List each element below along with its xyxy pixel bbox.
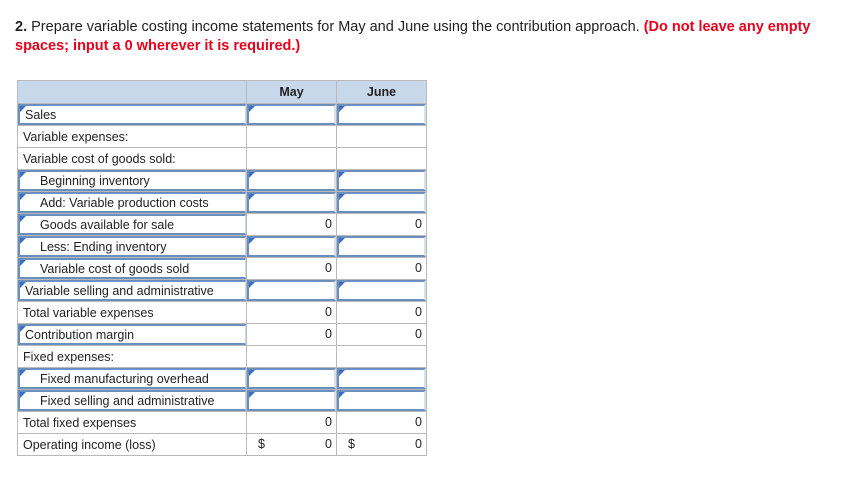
value-input-june[interactable] [337,170,426,191]
value-cell-may [247,148,337,170]
value-cell-may [247,126,337,148]
value-cell-may[interactable] [247,280,337,302]
table-row [18,236,427,258]
row-label-dropdown[interactable]: Sales [18,104,246,125]
value-cell-june [337,302,427,324]
value-display-june [337,302,426,323]
question-instructions [15,18,835,56]
row-label-cell[interactable] [18,368,247,390]
income-statement-table [17,80,427,456]
value-cell-may [247,214,337,236]
row-label-dropdown[interactable]: Fixed selling and administrative [18,390,246,411]
table-row [18,412,427,434]
value-text: 0 [325,327,332,341]
value-cell-may[interactable] [247,192,337,214]
value-display-may [247,148,336,169]
value-input-june[interactable] [337,192,426,213]
value-cell-june [337,346,427,368]
header-june: June [337,81,427,104]
value-cell-may[interactable] [247,368,337,390]
value-text: 0 [415,437,422,451]
value-text: 0 [415,305,422,319]
value-display-may [247,302,336,323]
value-input-june[interactable] [337,236,426,257]
value-display-may [247,434,336,455]
row-label: Operating income (loss) [23,437,156,452]
row-label-cell [18,412,247,434]
value-cell-june [337,214,427,236]
table-row [18,346,427,368]
value-cell-may[interactable] [247,236,337,258]
value-input-may[interactable] [247,390,336,411]
value-display-june [337,126,426,147]
header-may: May [247,81,337,104]
row-label-dropdown[interactable]: Less: Ending inventory [18,236,246,257]
value-display-june [337,324,426,345]
row-label: Variable cost of goods sold: [23,151,176,166]
value-display-may [247,126,336,147]
value-cell-june [337,434,427,456]
row-label-cell[interactable] [18,390,247,412]
value-cell-may [247,302,337,324]
value-cell-june [337,324,427,346]
value-text: 0 [415,327,422,341]
row-label-dropdown[interactable]: Goods available for sale [18,214,246,235]
table-row [18,170,427,192]
value-input-june[interactable] [337,280,426,301]
row-label-cell[interactable] [18,170,247,192]
row-label-cell[interactable] [18,104,247,126]
header-blank [18,81,247,104]
table-row [18,258,427,280]
table-row [18,434,427,456]
value-display-june [337,412,426,433]
table-row [18,280,427,302]
value-display-june [337,258,426,279]
value-cell-june [337,126,427,148]
row-label-cell [18,434,247,456]
row-label: Total variable expenses [23,305,154,320]
table-row [18,104,427,126]
table-row [18,192,427,214]
question-number: 2. [15,19,28,35]
value-display-may [247,258,336,279]
value-cell-may [247,324,337,346]
value-cell-june[interactable] [337,368,427,390]
value-cell-june[interactable] [337,236,427,258]
value-cell-may [247,412,337,434]
value-cell-june[interactable] [337,390,427,412]
value-text: 0 [415,217,422,231]
row-label-cell [18,148,247,170]
value-cell-june [337,148,427,170]
value-input-may[interactable] [247,280,336,301]
value-cell-june[interactable] [337,280,427,302]
value-cell-may [247,258,337,280]
value-cell-june[interactable] [337,192,427,214]
row-label-cell[interactable] [18,192,247,214]
value-cell-june[interactable] [337,104,427,126]
row-label-dropdown[interactable]: Variable selling and administrative [18,280,246,301]
value-text: 0 [325,261,332,275]
value-cell-may[interactable] [247,390,337,412]
table-row [18,368,427,390]
value-display-june [337,434,426,455]
row-label-cell [18,346,247,368]
value-display-june [337,214,426,235]
row-label-cell[interactable] [18,324,247,346]
value-input-may[interactable] [247,368,336,389]
value-cell-may [247,346,337,368]
value-display-may [247,346,336,367]
value-cell-may[interactable] [247,170,337,192]
value-input-june[interactable] [337,368,426,389]
value-input-june[interactable] [337,390,426,411]
table-row [18,302,427,324]
value-cell-june [337,258,427,280]
table-row [18,148,427,170]
currency-symbol: $ [258,437,265,451]
row-label-dropdown[interactable]: Beginning inventory [18,170,246,191]
row-label-cell[interactable] [18,258,247,280]
value-input-may[interactable] [247,192,336,213]
value-input-may[interactable] [247,170,336,191]
value-text: 0 [415,415,422,429]
table-header-row [18,81,427,104]
value-display-may [247,324,336,345]
value-display-may [247,412,336,433]
row-label-dropdown[interactable]: Variable cost of goods sold [18,258,246,279]
value-cell-may [247,434,337,456]
value-input-may[interactable] [247,236,336,257]
row-label-cell[interactable] [18,280,247,302]
value-input-may[interactable] [247,104,336,125]
table-row [18,324,427,346]
value-display-june [337,148,426,169]
value-text: 0 [325,415,332,429]
value-text: 0 [325,437,332,451]
row-label-cell [18,126,247,148]
table-row [18,390,427,412]
row-label-cell [18,302,247,324]
value-text: 0 [325,217,332,231]
row-label: Variable expenses: [23,129,129,144]
table-row [18,214,427,236]
value-text: 0 [415,261,422,275]
row-label-dropdown[interactable]: Contribution margin [18,324,246,345]
row-label-dropdown[interactable]: Add: Variable production costs [18,192,246,213]
value-cell-may[interactable] [247,104,337,126]
value-display-may [247,214,336,235]
row-label-cell[interactable] [18,236,247,258]
value-display-june [337,346,426,367]
row-label: Total fixed expenses [23,415,137,430]
question-warning: (Do not leave any empty spaces; input a 0 wherever it is required.) [15,19,811,54]
row-label: Fixed expenses: [23,349,115,364]
value-text: 0 [325,305,332,319]
value-cell-june[interactable] [337,170,427,192]
table-row [18,126,427,148]
value-input-june[interactable] [337,104,426,125]
value-cell-june [337,412,427,434]
question-text: Prepare variable costing income statements for May and June using the contribution approach. [31,19,640,35]
row-label-cell[interactable] [18,214,247,236]
currency-symbol: $ [348,437,355,451]
row-label-dropdown[interactable]: Fixed manufacturing overhead [18,368,246,389]
